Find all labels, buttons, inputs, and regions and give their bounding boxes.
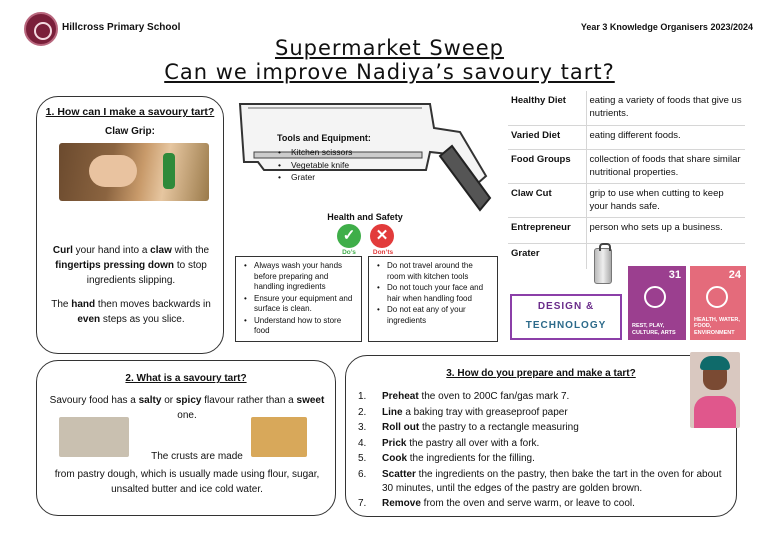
dos-label: Do’s <box>342 249 356 256</box>
list-item: • Ensure your equipment and surface is clean. <box>244 294 357 315</box>
hacksaw-illustration <box>234 98 502 216</box>
donts-list <box>369 257 497 326</box>
section-prepare-tart <box>345 355 737 517</box>
step-verb: Remove <box>382 498 421 509</box>
design-technology-line2: TECHNOLOGY <box>525 320 607 331</box>
claw-grip-text-2: The hand then moves backwards in even steps as you slice. <box>51 299 211 325</box>
table-row <box>508 183 745 217</box>
step-text: the pastry all over with a fork. <box>406 437 540 449</box>
table-row <box>508 91 745 125</box>
donts-label: Don’ts <box>372 249 394 256</box>
tools-list <box>278 146 352 184</box>
badge-caption: REST, PLAY, CULTURE, ARTS <box>632 323 676 336</box>
step-number: 6. <box>358 468 367 480</box>
rights-article-24-badge <box>690 266 746 340</box>
table-row <box>508 125 745 149</box>
section-savoury-tart <box>36 360 336 516</box>
crusts-text: The crusts are made <box>151 451 243 462</box>
step-verb: Roll out <box>382 422 420 433</box>
tart-photo-1 <box>59 417 129 457</box>
grater-icon <box>594 248 612 284</box>
page-title: Supermarket Sweep <box>274 36 505 60</box>
vocab-definition: person who sets up a business. <box>586 217 745 243</box>
vocab-term: Claw Cut <box>508 183 586 217</box>
page-subtitle: Can we improve Nadiya’s savoury tart? <box>164 60 615 84</box>
vocabulary-table <box>508 91 745 269</box>
step-number: 4. <box>358 437 367 449</box>
step-verb: Preheat <box>382 391 419 402</box>
claw-grip-text-1: Curl your hand into a claw with the fingertips pressing down to stop ingredients slipping. <box>52 245 210 286</box>
design-technology-line1: DESIGN & <box>537 301 595 312</box>
step-verb: Scatter <box>382 468 416 480</box>
list-item <box>358 421 726 435</box>
tart-photo-2 <box>251 417 307 457</box>
section-savoury-tart-heading: 2. What is a savoury tart? <box>125 373 247 384</box>
list-item <box>358 390 726 404</box>
step-text: the pastry to a rectangle measuring <box>419 422 579 433</box>
vocab-definition: eating different foods. <box>586 125 745 149</box>
nadiya-photo <box>690 352 740 428</box>
step-text: a baking tray with greaseproof paper <box>402 406 568 418</box>
donts-box <box>368 256 498 342</box>
health-safety-heading: Health and Safety <box>327 212 403 222</box>
tools-heading: Tools and Equipment: <box>277 133 371 143</box>
badge-number: 31 <box>668 269 681 281</box>
badge-number: 24 <box>728 269 741 281</box>
list-item: • Understand how to store food <box>244 316 357 337</box>
list-item: • Do not touch your face and hair when handling food <box>377 283 493 304</box>
list-item <box>358 406 726 420</box>
list-item <box>358 437 726 451</box>
step-number: 1. <box>358 391 367 402</box>
vocab-definition: eating a variety of foods that give us nutrients. <box>586 91 745 125</box>
culture-icon <box>644 286 666 308</box>
section-make-tart-heading: 1. How can I make a savoury tart? <box>45 106 215 118</box>
cross-icon: ✕ <box>370 224 394 248</box>
step-verb: Cook <box>382 453 407 464</box>
vocab-term: Food Groups <box>508 149 586 183</box>
section-make-tart <box>36 96 224 354</box>
school-name: Hillcross Primary School <box>62 22 181 33</box>
list-item: • Do not travel around the room with kitchen tools <box>377 261 493 282</box>
savoury-definition-text: Savoury food has a salty or spicy flavour rather than a sweet one. <box>49 395 325 421</box>
table-row <box>508 217 745 243</box>
vocab-term: Healthy Diet <box>508 91 586 125</box>
design-technology-badge <box>510 294 622 340</box>
list-item: • Grater <box>278 171 352 184</box>
checkmark-icon: ✓ <box>337 224 361 248</box>
list-item: • Always wash your hands before preparing and handling ingredients <box>244 261 357 293</box>
badge-caption: HEALTH, WATER, FOOD, ENVIRONMENT <box>694 316 740 336</box>
table-row <box>508 149 745 183</box>
dos-box <box>235 256 362 342</box>
vocab-term: Grater <box>508 243 586 269</box>
step-verb: Prick <box>382 437 407 449</box>
vocab-definition: grip to use when cutting to keep your hands safe. <box>586 183 745 217</box>
list-item <box>358 497 726 511</box>
step-text: the ingredients for the filling. <box>407 453 535 464</box>
vocab-term: Entrepreneur <box>508 217 586 243</box>
claw-grip-photo <box>59 143 209 201</box>
health-icon <box>706 286 728 308</box>
list-item: • Kitchen scissors <box>278 146 352 159</box>
organiser-label: Year 3 Knowledge Organisers 2023/2024 <box>580 22 753 32</box>
claw-grip-heading: Claw Grip: <box>104 126 155 137</box>
step-text: from the oven and serve warm, or leave to cool. <box>420 498 635 509</box>
step-number: 3. <box>358 422 367 433</box>
list-item: • Do not eat any of your ingredients <box>377 305 493 326</box>
vocab-definition: collection of foods that share similar nutritional properties. <box>586 149 745 183</box>
step-number: 7. <box>358 498 367 509</box>
vocab-term: Varied Diet <box>508 125 586 149</box>
list-item: • Vegetable knife <box>278 159 352 172</box>
step-text: the ingredients on the pastry, then bake the tart in the oven for about 30 minutes, until the edges of the pastry are golden brown. <box>382 468 722 494</box>
pastry-text: from pastry dough, which is usually made using flour, sugar, unsalted butter and ice cold water. <box>54 469 320 495</box>
method-steps <box>358 390 726 513</box>
rights-article-31-badge <box>628 266 686 340</box>
list-item <box>358 468 726 496</box>
list-item <box>358 452 726 466</box>
step-verb: Line <box>382 406 403 418</box>
dos-list <box>236 257 361 337</box>
step-text: the oven to 200C fan/gas mark 7. <box>418 391 570 402</box>
step-number: 2. <box>358 406 367 418</box>
step-number: 5. <box>358 453 367 464</box>
section-prepare-tart-heading: 3. How do you prepare and make a tart? <box>446 368 636 379</box>
